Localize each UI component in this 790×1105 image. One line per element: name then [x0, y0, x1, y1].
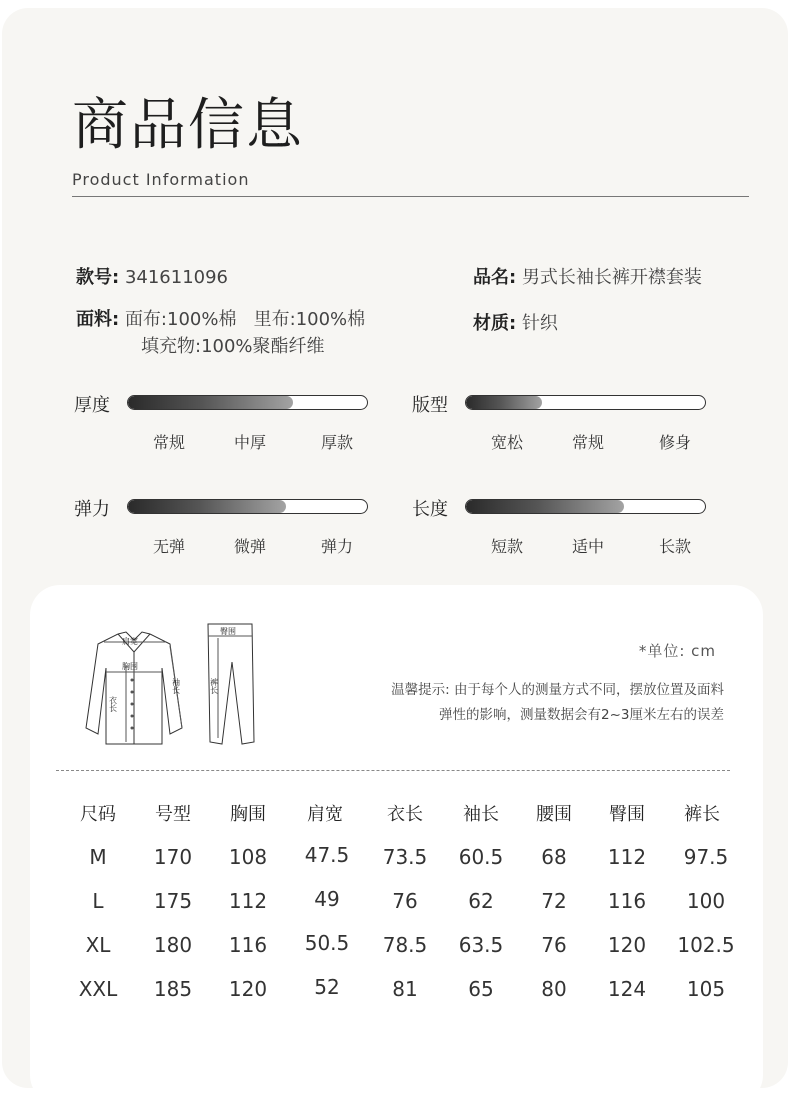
tip-line1: 温馨提示: 由于每个人的测量方式不同，摆放位置及面料 — [391, 682, 724, 698]
measurement-diagram — [78, 618, 278, 750]
table-header: 裤长 — [684, 804, 720, 825]
meter-tick: 适中 — [571, 537, 604, 556]
table-cell: 116 — [228, 933, 268, 957]
meter-bar-fit — [465, 395, 706, 410]
table-cell: 185 — [153, 977, 193, 1001]
table-cell: 112 — [228, 889, 268, 913]
table-cell: 105 — [686, 977, 726, 1001]
table-cell: 170 — [153, 845, 193, 869]
table-cell: 49 — [314, 887, 340, 911]
meter-tick: 微弹 — [233, 537, 266, 556]
table-cell: 102.5 — [677, 933, 735, 957]
table-cell: 76 — [392, 889, 418, 913]
material — [473, 309, 558, 335]
table-header: 尺码 — [80, 804, 116, 825]
style-number-value: 341611096 — [124, 267, 229, 288]
table-cell: XL — [85, 933, 111, 957]
meter-bar-length — [465, 499, 706, 514]
table-cell: 124 — [607, 977, 647, 1001]
table-cell: 73.5 — [382, 845, 428, 869]
meter-tick: 长款 — [658, 537, 691, 556]
page-title: 商品信息 — [72, 93, 304, 158]
table-cell: 52 — [314, 975, 340, 999]
table-cell: 175 — [153, 889, 193, 913]
style-number-label: 款号: — [76, 267, 120, 288]
diagram-label-sleeve: 袖长 — [171, 678, 181, 694]
unit-note: *单位: cm — [638, 642, 716, 660]
page-subtitle: Product Information — [72, 170, 250, 189]
meter-tick: 常规 — [571, 433, 604, 452]
table-cell: 76 — [541, 933, 567, 957]
product-name-value: 男式长袖长裤开襟套装 — [521, 267, 702, 288]
meter-tick: 宽松 — [490, 433, 523, 452]
meter-tick: 常规 — [152, 433, 185, 452]
meter-bar-thickness — [127, 395, 368, 410]
fabric — [76, 305, 365, 331]
meter-label-elasticity: 弹力 — [74, 499, 110, 520]
table-cell: 60.5 — [458, 845, 504, 869]
meter-fill-elasticity — [128, 500, 286, 513]
diagram-label-length: 衣长 — [108, 696, 118, 712]
table-header: 胸围 — [230, 804, 266, 825]
table-header: 肩宽 — [307, 804, 343, 825]
meter-tick: 无弹 — [152, 537, 185, 556]
material-value: 针织 — [521, 313, 558, 334]
diagram-label-pants-length: 裤长 — [209, 678, 219, 694]
table-cell: 116 — [607, 889, 647, 913]
table-cell: 108 — [228, 845, 268, 869]
meter-tick: 弹力 — [320, 537, 353, 556]
meter-fill-length — [466, 500, 624, 513]
table-header: 臀围 — [609, 804, 645, 825]
meter-fill-thickness — [128, 396, 293, 409]
table-cell: 62 — [468, 889, 494, 913]
fabric-line1: 面布:100%棉 里布:100%棉 — [124, 309, 366, 330]
meter-tick: 中厚 — [233, 433, 266, 452]
diagram-label-shoulder: 肩宽 — [122, 637, 138, 646]
diagram-label-chest: 胸围 — [122, 662, 138, 671]
table-cell: 120 — [228, 977, 268, 1001]
title-divider — [72, 196, 749, 197]
table-cell: 97.5 — [683, 845, 729, 869]
table-cell: 112 — [607, 845, 647, 869]
table-cell: 65 — [468, 977, 494, 1001]
table-header: 号型 — [155, 804, 191, 825]
table-cell: XXL — [78, 977, 118, 1001]
table-cell: L — [92, 889, 104, 913]
product-name — [473, 263, 702, 289]
table-cell: 78.5 — [382, 933, 428, 957]
table-cell: 50.5 — [304, 931, 350, 955]
material-label: 材质: — [473, 313, 517, 334]
meter-tick: 厚款 — [320, 433, 353, 452]
meter-fill-fit — [466, 396, 542, 409]
dashed-divider — [56, 770, 730, 771]
meter-label-length: 长度 — [412, 499, 448, 520]
tip-line2: 弹性的影响，测量数据会有2~3厘米左右的误差 — [439, 707, 724, 723]
fabric-line2: 填充物:100%聚酯纤维 — [141, 336, 325, 357]
table-cell: 120 — [607, 933, 647, 957]
product-name-label: 品名: — [473, 267, 517, 288]
table-cell: 68 — [541, 845, 567, 869]
table-header: 衣长 — [387, 804, 423, 825]
table-cell: M — [89, 845, 107, 869]
table-cell: 63.5 — [458, 933, 504, 957]
table-cell: 80 — [541, 977, 567, 1001]
style-number — [76, 263, 228, 289]
meter-label-fit: 版型 — [412, 395, 448, 416]
meter-label-thickness: 厚度 — [74, 395, 110, 416]
table-header: 袖长 — [463, 804, 499, 825]
fabric-label: 面料: — [76, 309, 120, 330]
diagram-label-hip: 臀围 — [220, 627, 236, 636]
meter-tick: 修身 — [658, 433, 691, 452]
table-cell: 47.5 — [304, 843, 350, 867]
table-cell: 180 — [153, 933, 193, 957]
table-header: 腰围 — [536, 804, 572, 825]
table-cell: 100 — [686, 889, 726, 913]
table-cell: 72 — [541, 889, 567, 913]
table-cell: 81 — [392, 977, 418, 1001]
meter-tick: 短款 — [490, 537, 523, 556]
meter-bar-elasticity — [127, 499, 368, 514]
